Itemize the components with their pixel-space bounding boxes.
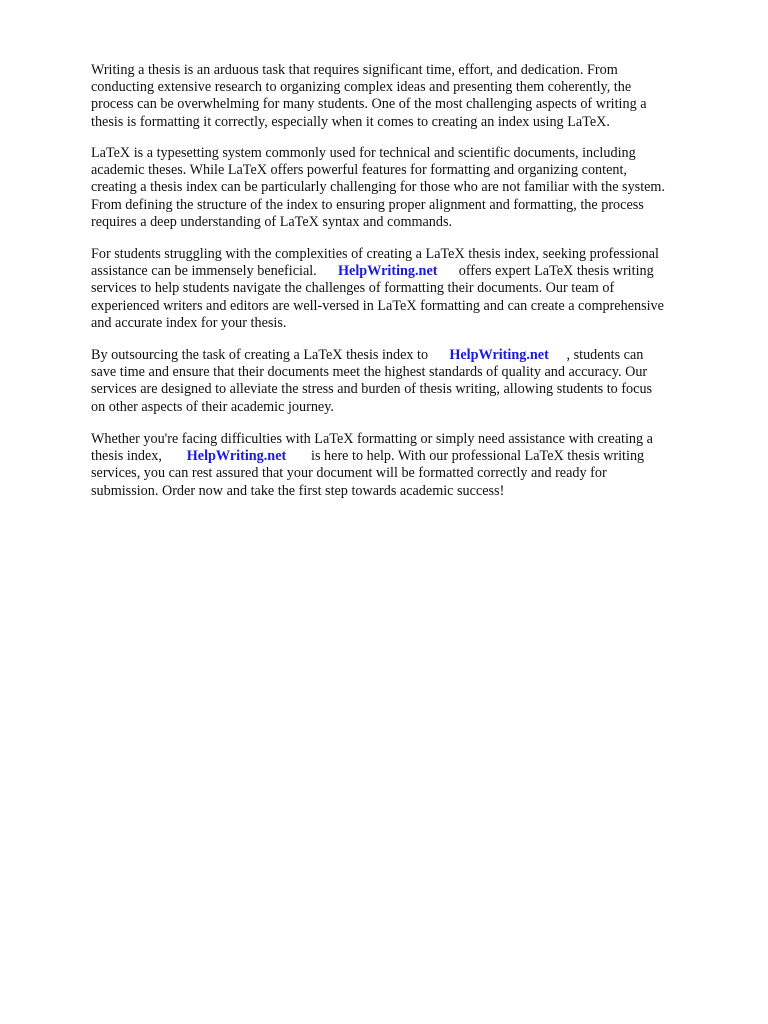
text-line: on other aspects of their academic journey. — [91, 398, 334, 415]
text-line: academic theses. While LaTeX offers powerful features for formatting and organizing content, — [91, 162, 627, 179]
text-line: services to help students navigate the challenges of formatting their documents. Our team of — [91, 280, 615, 297]
text-line: LaTeX is a typesetting system commonly used for technical and scientific documents, including — [91, 145, 636, 161]
paragraph-assistance — [91, 246, 731, 332]
helpwriting-link[interactable]: HelpWriting.net — [186, 448, 287, 465]
paragraph-closing — [91, 431, 731, 500]
text-segment: By outsourcing the task of creating a LaTeX thesis index to — [91, 347, 450, 363]
text-segment: offers expert LaTeX thesis writing — [437, 263, 654, 280]
text-line: creating a thesis index can be particularly challenging for those who are not familiar with the system. — [91, 179, 666, 196]
text-line — [91, 347, 731, 364]
text-line: experienced writers and editors are well-versed in LaTeX formatting and can create a comprehensive — [91, 297, 664, 314]
text-line: requires a deep understanding of LaTeX syntax and commands. — [91, 213, 453, 230]
text-line: process can be overwhelming for many students. One of the most challenging aspects of writing a — [91, 96, 647, 113]
text-line: Whether you're facing difficulties with LaTeX formatting or simply need assistance with creating a — [91, 431, 653, 447]
text-line: Writing a thesis is an arduous task that requires significant time, effort, and dedication. From — [91, 62, 618, 78]
text-line: For students struggling with the complexities of creating a LaTeX thesis index, seeking professional — [91, 246, 659, 262]
helpwriting-link[interactable]: HelpWriting.net — [449, 347, 549, 363]
text-line: services are designed to alleviate the stress and burden of thesis writing, allowing students to focus — [91, 381, 653, 398]
paragraph-intro — [91, 62, 731, 131]
paragraph-latex — [91, 145, 731, 231]
text-line: save time and ensure that their documents meet the highest standards of quality and accuracy. Our — [91, 364, 648, 381]
text-line: and accurate index for your thesis. — [91, 314, 287, 331]
text-line: thesis is formatting it correctly, especially when it comes to creating an index using LaTeX. — [91, 113, 610, 130]
helpwriting-link[interactable]: HelpWriting.net — [338, 263, 438, 280]
text-segment: is here to help. With our professional LaTeX thesis writing — [286, 448, 645, 465]
text-line — [91, 448, 731, 465]
text-segment: thesis index, — [91, 448, 187, 465]
text-segment: assistance can be immensely beneficial. — [91, 263, 339, 280]
text-line — [91, 263, 731, 280]
paragraph-outsourcing — [91, 347, 731, 416]
text-line: submission. Order now and take the first step towards academic success! — [91, 482, 505, 499]
text-line: conducting extensive research to organizing complex ideas and presenting them coherently, the — [91, 79, 632, 96]
text-line: services, you can rest assured that your document will be formatted correctly and ready for — [91, 465, 607, 482]
text-line: From defining the structure of the index to ensuring proper alignment and formatting, the process — [91, 196, 644, 213]
text-segment: , students can — [548, 347, 644, 363]
